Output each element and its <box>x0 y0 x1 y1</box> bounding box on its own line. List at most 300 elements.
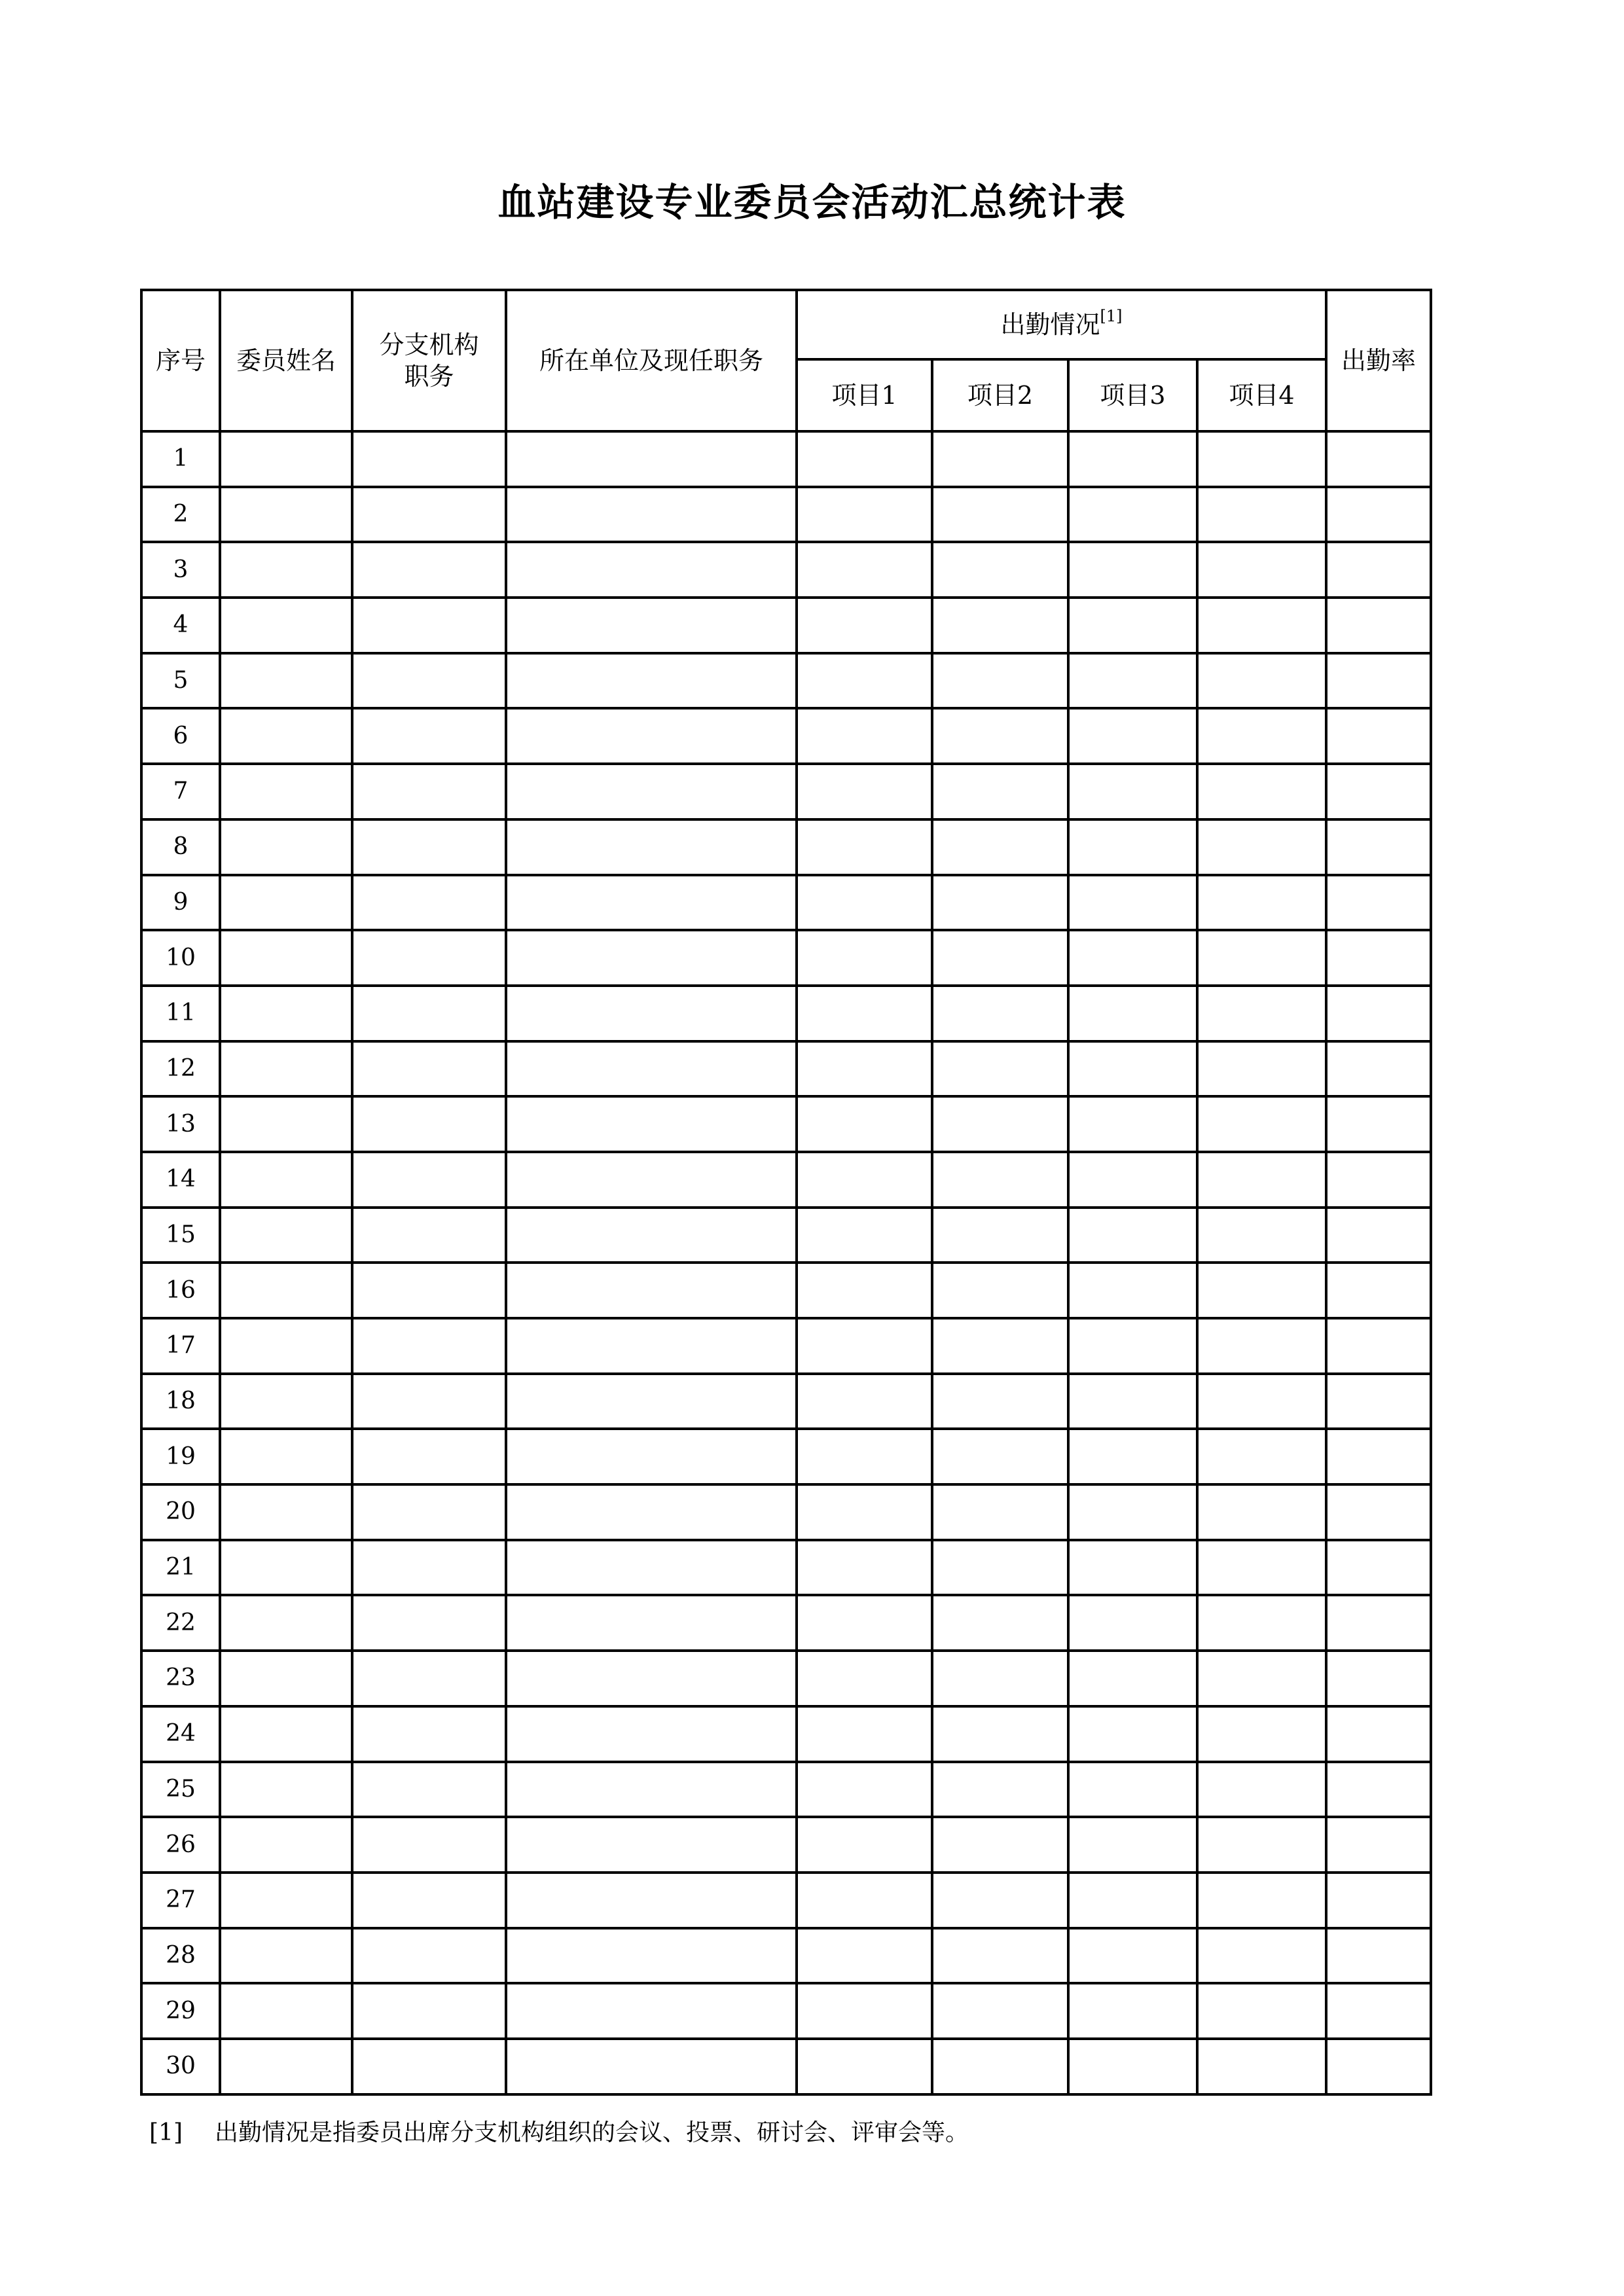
project-2-cell[interactable] <box>932 1817 1068 1873</box>
member-name-cell[interactable] <box>220 1208 352 1263</box>
attendance-rate-cell[interactable] <box>1326 764 1431 819</box>
row-seq-cell: 27 <box>141 1873 220 1928</box>
attendance-rate-cell[interactable] <box>1326 1096 1431 1152</box>
project-3-cell[interactable] <box>1068 653 1197 709</box>
project-4-cell[interactable] <box>1197 819 1326 875</box>
page-title: 血站建设专业委员会活动汇总统计表 <box>497 180 1127 224</box>
unit-position-cell[interactable] <box>506 487 797 543</box>
attendance-rate-cell[interactable] <box>1326 487 1431 543</box>
branch-position-cell[interactable] <box>352 1983 506 2039</box>
project-3-cell[interactable] <box>1068 930 1197 986</box>
member-name-cell[interactable] <box>220 1983 352 2039</box>
project-1-cell[interactable] <box>797 1152 932 1208</box>
unit-position-cell[interactable] <box>506 1096 797 1152</box>
row-seq-cell: 29 <box>141 1983 220 2039</box>
unit-position-cell[interactable] <box>506 431 797 487</box>
member-name-cell[interactable] <box>220 1096 352 1152</box>
branch-position-cell[interactable] <box>352 431 506 487</box>
member-name-cell[interactable] <box>220 1263 352 1318</box>
project-4-cell[interactable] <box>1197 1152 1326 1208</box>
project-2-cell[interactable] <box>932 1873 1068 1928</box>
member-name-cell[interactable] <box>220 653 352 709</box>
project-4-cell[interactable] <box>1197 1484 1326 1540</box>
table-row <box>141 1484 1431 1540</box>
unit-position-cell[interactable] <box>506 708 797 764</box>
member-name-cell[interactable] <box>220 986 352 1041</box>
project-4-cell[interactable] <box>1197 487 1326 543</box>
project-1-cell[interactable] <box>797 1706 932 1762</box>
attendance-rate-cell[interactable] <box>1326 431 1431 487</box>
project-3-cell[interactable] <box>1068 1817 1197 1873</box>
project-2-cell[interactable] <box>932 1540 1068 1596</box>
project-1-cell[interactable] <box>797 1263 932 1318</box>
member-name-cell[interactable] <box>220 431 352 487</box>
table-row <box>141 1928 1431 1984</box>
attendance-rate-cell[interactable] <box>1326 930 1431 986</box>
project-2-cell[interactable] <box>932 1318 1068 1374</box>
unit-position-cell[interactable] <box>506 1762 797 1818</box>
row-seq-cell: 3 <box>141 542 220 598</box>
table-row <box>141 875 1431 931</box>
row-seq-cell: 23 <box>141 1651 220 1706</box>
project-4-cell[interactable] <box>1197 1096 1326 1152</box>
project-3-cell[interactable] <box>1068 1540 1197 1596</box>
project-2-cell[interactable] <box>932 1706 1068 1762</box>
header-unit-position: 所在单位及现任职务 <box>506 290 797 431</box>
branch-position-cell[interactable] <box>352 986 506 1041</box>
project-3-cell[interactable] <box>1068 1983 1197 2039</box>
project-2-cell[interactable] <box>932 653 1068 709</box>
header-project-2: 项目2 <box>932 359 1068 431</box>
project-1-cell[interactable] <box>797 1041 932 1097</box>
table-row <box>141 1208 1431 1263</box>
member-name-cell[interactable] <box>220 819 352 875</box>
project-2-cell[interactable] <box>932 1263 1068 1318</box>
attendance-rate-cell[interactable] <box>1326 1041 1431 1097</box>
project-2-cell[interactable] <box>932 1041 1068 1097</box>
project-3-cell[interactable] <box>1068 1762 1197 1818</box>
project-3-cell[interactable] <box>1068 1651 1197 1706</box>
member-name-cell[interactable] <box>220 1873 352 1928</box>
row-seq-cell: 17 <box>141 1318 220 1374</box>
row-seq-cell: 10 <box>141 930 220 986</box>
unit-position-cell[interactable] <box>506 1152 797 1208</box>
table-body <box>141 431 1431 2094</box>
project-1-cell[interactable] <box>797 1374 932 1429</box>
project-2-cell[interactable] <box>932 1983 1068 2039</box>
unit-position-cell[interactable] <box>506 930 797 986</box>
branch-position-cell[interactable] <box>352 1595 506 1651</box>
member-name-cell[interactable] <box>220 1540 352 1596</box>
project-4-cell[interactable] <box>1197 708 1326 764</box>
table-row <box>141 487 1431 543</box>
project-4-cell[interactable] <box>1197 2039 1326 2094</box>
table-row <box>141 1318 1431 1374</box>
row-seq-cell: 1 <box>141 431 220 487</box>
project-4-cell[interactable] <box>1197 1706 1326 1762</box>
branch-position-cell[interactable] <box>352 1208 506 1263</box>
table-row <box>141 542 1431 598</box>
project-2-cell[interactable] <box>932 986 1068 1041</box>
project-3-cell[interactable] <box>1068 1096 1197 1152</box>
branch-position-cell[interactable] <box>352 1374 506 1429</box>
attendance-rate-cell[interactable] <box>1326 542 1431 598</box>
project-3-cell[interactable] <box>1068 1595 1197 1651</box>
project-4-cell[interactable] <box>1197 1429 1326 1484</box>
project-1-cell[interactable] <box>797 542 932 598</box>
project-2-cell[interactable] <box>932 1374 1068 1429</box>
table-row <box>141 1096 1431 1152</box>
unit-position-cell[interactable] <box>506 1817 797 1873</box>
project-4-cell[interactable] <box>1197 1263 1326 1318</box>
footnote-marker: [1] <box>149 2119 183 2146</box>
project-3-cell[interactable] <box>1068 1429 1197 1484</box>
member-name-cell[interactable] <box>220 542 352 598</box>
project-4-cell[interactable] <box>1197 764 1326 819</box>
project-1-cell[interactable] <box>797 487 932 543</box>
member-name-cell[interactable] <box>220 1595 352 1651</box>
project-3-cell[interactable] <box>1068 431 1197 487</box>
member-name-cell[interactable] <box>220 2039 352 2094</box>
branch-position-cell[interactable] <box>352 764 506 819</box>
project-4-cell[interactable] <box>1197 1873 1326 1928</box>
project-4-cell[interactable] <box>1197 1318 1326 1374</box>
project-1-cell[interactable] <box>797 1429 932 1484</box>
project-1-cell[interactable] <box>797 1208 932 1263</box>
branch-position-cell[interactable] <box>352 1540 506 1596</box>
project-2-cell[interactable] <box>932 1595 1068 1651</box>
row-seq-cell: 2 <box>141 487 220 543</box>
project-4-cell[interactable] <box>1197 1041 1326 1097</box>
table-row <box>141 431 1431 487</box>
project-1-cell[interactable] <box>797 986 932 1041</box>
row-seq-cell: 4 <box>141 598 220 653</box>
header-branch-position <box>352 290 506 431</box>
project-1-cell[interactable] <box>797 875 932 931</box>
attendance-rate-cell[interactable] <box>1326 1208 1431 1263</box>
attendance-rate-cell[interactable] <box>1326 653 1431 709</box>
member-name-cell[interactable] <box>220 1706 352 1762</box>
project-1-cell[interactable] <box>797 1484 932 1540</box>
project-2-cell[interactable] <box>932 1429 1068 1484</box>
project-3-cell[interactable] <box>1068 1263 1197 1318</box>
row-seq-cell: 18 <box>141 1374 220 1429</box>
header-project-3: 项目3 <box>1068 359 1197 431</box>
project-3-cell[interactable] <box>1068 986 1197 1041</box>
member-name-cell[interactable] <box>220 1429 352 1484</box>
unit-position-cell[interactable] <box>506 1706 797 1762</box>
branch-position-cell[interactable] <box>352 1762 506 1818</box>
unit-position-cell[interactable] <box>506 1651 797 1706</box>
project-2-cell[interactable] <box>932 487 1068 543</box>
project-3-cell[interactable] <box>1068 708 1197 764</box>
branch-position-cell[interactable] <box>352 1263 506 1318</box>
unit-position-cell[interactable] <box>506 1208 797 1263</box>
project-1-cell[interactable] <box>797 1318 932 1374</box>
project-1-cell[interactable] <box>797 431 932 487</box>
table-row <box>141 708 1431 764</box>
table-row <box>141 1595 1431 1651</box>
project-1-cell[interactable] <box>797 653 932 709</box>
branch-position-cell[interactable] <box>352 1817 506 1873</box>
header-project-4: 项目4 <box>1197 359 1326 431</box>
project-2-cell[interactable] <box>932 764 1068 819</box>
branch-position-cell[interactable] <box>352 1873 506 1928</box>
attendance-rate-cell[interactable] <box>1326 1429 1431 1484</box>
project-2-cell[interactable] <box>932 1096 1068 1152</box>
branch-position-cell[interactable] <box>352 1152 506 1208</box>
member-name-cell[interactable] <box>220 1762 352 1818</box>
row-seq-cell: 5 <box>141 653 220 709</box>
project-1-cell[interactable] <box>797 1983 932 2039</box>
unit-position-cell[interactable] <box>506 1374 797 1429</box>
attendance-rate-cell[interactable] <box>1326 2039 1431 2094</box>
unit-position-cell[interactable] <box>506 875 797 931</box>
unit-position-cell[interactable] <box>506 819 797 875</box>
attendance-rate-cell[interactable] <box>1326 1817 1431 1873</box>
member-name-cell[interactable] <box>220 1041 352 1097</box>
project-1-cell[interactable] <box>797 1096 932 1152</box>
row-seq-cell: 20 <box>141 1484 220 1540</box>
member-name-cell[interactable] <box>220 1318 352 1374</box>
project-3-cell[interactable] <box>1068 819 1197 875</box>
branch-position-cell[interactable] <box>352 2039 506 2094</box>
project-4-cell[interactable] <box>1197 986 1326 1041</box>
row-seq-cell: 21 <box>141 1540 220 1596</box>
row-seq-cell: 26 <box>141 1817 220 1873</box>
unit-position-cell[interactable] <box>506 2039 797 2094</box>
member-name-cell[interactable] <box>220 1817 352 1873</box>
attendance-rate-cell[interactable] <box>1326 1152 1431 1208</box>
attendance-rate-cell[interactable] <box>1326 1374 1431 1429</box>
unit-position-cell[interactable] <box>506 1318 797 1374</box>
branch-position-cell[interactable] <box>352 1484 506 1540</box>
footnote-text: 出勤情况是指委员出席分支机构组织的会议、投票、研讨会、评审会等。 <box>215 2119 969 2146</box>
branch-position-cell[interactable] <box>352 1706 506 1762</box>
row-seq-cell: 11 <box>141 986 220 1041</box>
member-name-cell[interactable] <box>220 708 352 764</box>
row-seq-cell: 13 <box>141 1096 220 1152</box>
attendance-rate-cell[interactable] <box>1326 1318 1431 1374</box>
table-row <box>141 1983 1431 2039</box>
project-1-cell[interactable] <box>797 1928 932 1984</box>
project-4-cell[interactable] <box>1197 1817 1326 1873</box>
attendance-rate-cell[interactable] <box>1326 1484 1431 1540</box>
attendance-rate-cell[interactable] <box>1326 598 1431 653</box>
project-4-cell[interactable] <box>1197 542 1326 598</box>
table-row <box>141 986 1431 1041</box>
table-row <box>141 1762 1431 1818</box>
member-name-cell[interactable] <box>220 875 352 931</box>
table-row <box>141 1041 1431 1097</box>
branch-position-cell[interactable] <box>352 487 506 543</box>
attendance-rate-cell[interactable] <box>1326 1873 1431 1928</box>
project-2-cell[interactable] <box>932 431 1068 487</box>
project-3-cell[interactable] <box>1068 764 1197 819</box>
attendance-rate-cell[interactable] <box>1326 875 1431 931</box>
project-3-cell[interactable] <box>1068 487 1197 543</box>
project-4-cell[interactable] <box>1197 930 1326 986</box>
row-seq-cell: 6 <box>141 708 220 764</box>
project-2-cell[interactable] <box>932 2039 1068 2094</box>
project-3-cell[interactable] <box>1068 598 1197 653</box>
project-2-cell[interactable] <box>932 708 1068 764</box>
row-seq-cell: 28 <box>141 1928 220 1984</box>
project-4-cell[interactable] <box>1197 1928 1326 1984</box>
row-seq-cell: 8 <box>141 819 220 875</box>
unit-position-cell[interactable] <box>506 1983 797 2039</box>
attendance-rate-cell[interactable] <box>1326 1706 1431 1762</box>
branch-position-cell[interactable] <box>352 1041 506 1097</box>
project-1-cell[interactable] <box>797 1817 932 1873</box>
attendance-rate-cell[interactable] <box>1326 1983 1431 2039</box>
header-branch-position-label: 分支机构职务 <box>379 331 479 391</box>
project-4-cell[interactable] <box>1197 1540 1326 1596</box>
project-4-cell[interactable] <box>1197 875 1326 931</box>
attendance-rate-cell[interactable] <box>1326 1928 1431 1984</box>
branch-position-cell[interactable] <box>352 1096 506 1152</box>
branch-position-cell[interactable] <box>352 598 506 653</box>
unit-position-cell[interactable] <box>506 1928 797 1984</box>
unit-position-cell[interactable] <box>506 1540 797 1596</box>
member-name-cell[interactable] <box>220 764 352 819</box>
row-seq-cell: 12 <box>141 1041 220 1097</box>
member-name-cell[interactable] <box>220 930 352 986</box>
project-1-cell[interactable] <box>797 1762 932 1818</box>
footnote <box>149 2114 969 2147</box>
footnote-reference: [1] <box>1100 307 1123 326</box>
project-3-cell[interactable] <box>1068 1706 1197 1762</box>
unit-position-cell[interactable] <box>506 1263 797 1318</box>
unit-position-cell[interactable] <box>506 542 797 598</box>
project-2-cell[interactable] <box>932 542 1068 598</box>
project-1-cell[interactable] <box>797 708 932 764</box>
project-3-cell[interactable] <box>1068 1873 1197 1928</box>
project-3-cell[interactable] <box>1068 1041 1197 1097</box>
attendance-rate-cell[interactable] <box>1326 819 1431 875</box>
project-3-cell[interactable] <box>1068 875 1197 931</box>
branch-position-cell[interactable] <box>352 542 506 598</box>
member-name-cell[interactable] <box>220 1651 352 1706</box>
row-seq-cell: 15 <box>141 1208 220 1263</box>
attendance-rate-cell[interactable] <box>1326 1762 1431 1818</box>
attendance-rate-cell[interactable] <box>1326 1651 1431 1706</box>
project-2-cell[interactable] <box>932 1152 1068 1208</box>
project-3-cell[interactable] <box>1068 1318 1197 1374</box>
table-row <box>141 653 1431 709</box>
table-row <box>141 1429 1431 1484</box>
project-4-cell[interactable] <box>1197 1651 1326 1706</box>
project-1-cell[interactable] <box>797 2039 932 2094</box>
project-3-cell[interactable] <box>1068 542 1197 598</box>
project-3-cell[interactable] <box>1068 1928 1197 1984</box>
branch-position-cell[interactable] <box>352 819 506 875</box>
table-row <box>141 1817 1431 1873</box>
member-name-cell[interactable] <box>220 1484 352 1540</box>
activity-summary-table <box>140 289 1432 2096</box>
branch-position-cell[interactable] <box>352 1928 506 1984</box>
project-3-cell[interactable] <box>1068 1152 1197 1208</box>
member-name-cell[interactable] <box>220 1928 352 1984</box>
project-2-cell[interactable] <box>932 819 1068 875</box>
table-row <box>141 1706 1431 1762</box>
branch-position-cell[interactable] <box>352 653 506 709</box>
project-4-cell[interactable] <box>1197 1983 1326 2039</box>
table-row <box>141 1651 1431 1706</box>
project-2-cell[interactable] <box>932 875 1068 931</box>
project-2-cell[interactable] <box>932 1208 1068 1263</box>
project-1-cell[interactable] <box>797 1873 932 1928</box>
project-1-cell[interactable] <box>797 598 932 653</box>
header-project-1: 项目1 <box>797 359 932 431</box>
project-4-cell[interactable] <box>1197 1208 1326 1263</box>
attendance-rate-cell[interactable] <box>1326 1540 1431 1596</box>
branch-position-cell[interactable] <box>352 875 506 931</box>
project-2-cell[interactable] <box>932 930 1068 986</box>
unit-position-cell[interactable] <box>506 653 797 709</box>
project-4-cell[interactable] <box>1197 1762 1326 1818</box>
project-2-cell[interactable] <box>932 1928 1068 1984</box>
member-name-cell[interactable] <box>220 487 352 543</box>
project-3-cell[interactable] <box>1068 1208 1197 1263</box>
project-1-cell[interactable] <box>797 930 932 986</box>
header-seq: 序号 <box>141 290 220 431</box>
row-seq-cell: 19 <box>141 1429 220 1484</box>
branch-position-cell[interactable] <box>352 708 506 764</box>
unit-position-cell[interactable] <box>506 1484 797 1540</box>
project-3-cell[interactable] <box>1068 2039 1197 2094</box>
member-name-cell[interactable] <box>220 1152 352 1208</box>
branch-position-cell[interactable] <box>352 930 506 986</box>
project-1-cell[interactable] <box>797 819 932 875</box>
attendance-rate-cell[interactable] <box>1326 708 1431 764</box>
project-3-cell[interactable] <box>1068 1374 1197 1429</box>
unit-position-cell[interactable] <box>506 1595 797 1651</box>
project-4-cell[interactable] <box>1197 598 1326 653</box>
branch-position-cell[interactable] <box>352 1651 506 1706</box>
unit-position-cell[interactable] <box>506 1873 797 1928</box>
project-4-cell[interactable] <box>1197 1374 1326 1429</box>
project-2-cell[interactable] <box>932 598 1068 653</box>
row-seq-cell: 30 <box>141 2039 220 2094</box>
unit-position-cell[interactable] <box>506 598 797 653</box>
project-3-cell[interactable] <box>1068 1484 1197 1540</box>
project-4-cell[interactable] <box>1197 1595 1326 1651</box>
branch-position-cell[interactable] <box>352 1429 506 1484</box>
project-1-cell[interactable] <box>797 1595 932 1651</box>
attendance-rate-cell[interactable] <box>1326 1595 1431 1651</box>
unit-position-cell[interactable] <box>506 1429 797 1484</box>
project-1-cell[interactable] <box>797 1540 932 1596</box>
project-1-cell[interactable] <box>797 1651 932 1706</box>
unit-position-cell[interactable] <box>506 1041 797 1097</box>
unit-position-cell[interactable] <box>506 986 797 1041</box>
header-attendance <box>797 290 1326 359</box>
project-2-cell[interactable] <box>932 1762 1068 1818</box>
member-name-cell[interactable] <box>220 1374 352 1429</box>
attendance-rate-cell[interactable] <box>1326 986 1431 1041</box>
project-2-cell[interactable] <box>932 1651 1068 1706</box>
project-4-cell[interactable] <box>1197 653 1326 709</box>
unit-position-cell[interactable] <box>506 764 797 819</box>
branch-position-cell[interactable] <box>352 1318 506 1374</box>
project-4-cell[interactable] <box>1197 431 1326 487</box>
table-row <box>141 598 1431 653</box>
member-name-cell[interactable] <box>220 598 352 653</box>
project-2-cell[interactable] <box>932 1484 1068 1540</box>
project-1-cell[interactable] <box>797 764 932 819</box>
attendance-rate-cell[interactable] <box>1326 1263 1431 1318</box>
